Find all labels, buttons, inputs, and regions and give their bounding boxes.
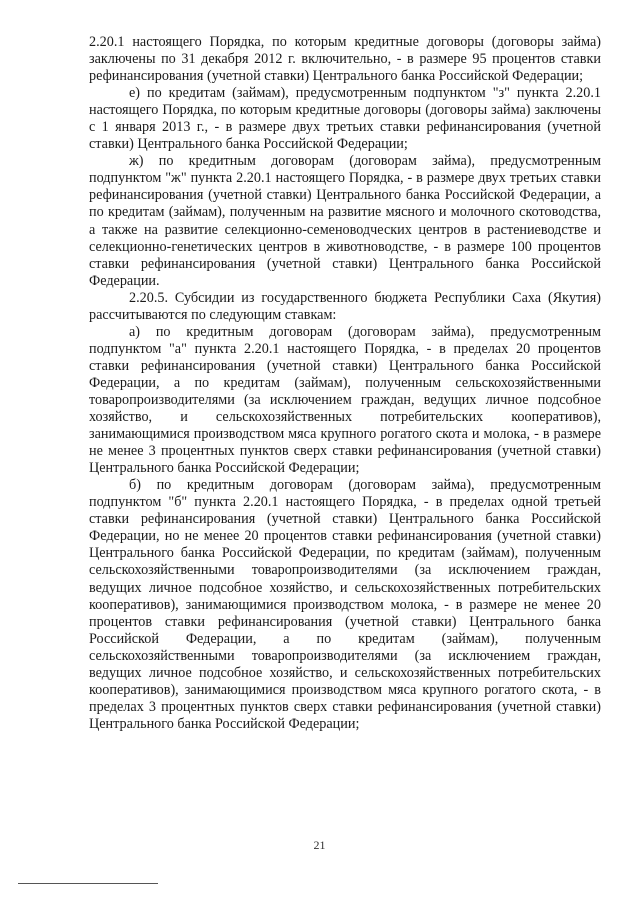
paragraph-continuation: 2.20.1 настоящего Порядка, по которым кредитные договоры (договоры займа) заключены по 31 декабря 2012 г. включительно, - в размере 95 процентов ставки рефинансирования (учетной ставки) Центрального банка Российской Федерации; [89, 34, 601, 85]
paragraph-subitem-zh: ж) по кредитным договорам (договорам займа), предусмотренным подпунктом "ж" пункта 2.20.1 настоящего Порядка, - в размере двух третьих ставки рефинансирования (учетной ставки) Центрального банка Российской Федерации, а по кредитам (займам), полученным на развитие мясного и молочного скотоводства, а также на развитие селекционно-семеноводческих центров в растениеводстве и селекционно-генетических центров в животноводстве, - в размере 100 процентов ставки рефинансирования (учетной ставки) Центрального банка Российской Федерации. [89, 153, 601, 289]
footer-rule [18, 883, 158, 884]
paragraph-subitem-e: е) по кредитам (займам), предусмотренным подпунктом "з" пункта 2.20.1 настоящего Порядка, по которым кредитные договоры (договоры займа) заключены с 1 января 2013 г., - в размере двух третьих ставки рефинансирования (учетной ставки) Центрального банка Российской Федерации; [89, 85, 601, 153]
paragraph-subitem-b: б) по кредитным договорам (договорам займа), предусмотренным подпунктом "б" пункта 2.20.1 настоящего Порядка, - в пределах одной третьей ставки рефинансирования (учетной ставки) Центрального банка Российской Федерации, но не менее 20 процентов ставки рефинансирования (учетной ставки) Центрального банка Российской Федерации, по кредитам (займам), полученным сельскохозяйственными товаропроизводителями (за исключением граждан, ведущих личное подсобное хозяйство, и сельскохозяйственных потребительских кооперативов), занимающимися производством молока, - в размере не менее 20 процентов ставки рефинансирования (учетной ставки) Центрального банка Российской Федерации, а по кредитам (займам), полученным сельскохозяйственными товаропроизводителями (за исключением граждан, ведущих личное подсобное хозяйство, и сельскохозяйственных потребительских кооперативов), занимающимися производством мяса крупного рогатого скота, - в пределах 3 процентных пунктов сверх ставки рефинансирования (учетной ставки) Центрального банка Российской Федерации; [89, 477, 601, 732]
document-body [89, 34, 601, 733]
page-number: 21 [313, 838, 326, 852]
paragraph-subitem-a: а) по кредитным договорам (договорам займа), предусмотренным подпунктом "а" пункта 2.20.1 настоящего Порядка, - в пределах 20 процентов ставки рефинансирования (учетной ставки) Центрального банка Российской Федерации, а по кредитам (займам), полученным сельскохозяйственными товаропроизводителями (за исключением граждан, ведущих личное подсобное хозяйство, и сельскохозяйственных потребительских кооперативов), занимающимися производством мяса крупного рогатого скота и молока, - в размере не менее 3 процентных пунктов сверх ставки рефинансирования (учетной ставки) Центрального банка Российской Федерации; [89, 323, 601, 477]
paragraph-clause-2-20-5: 2.20.5. Субсидии из государственного бюджета Республики Саха (Якутия) рассчитываются по следующим ставкам: [89, 289, 601, 323]
